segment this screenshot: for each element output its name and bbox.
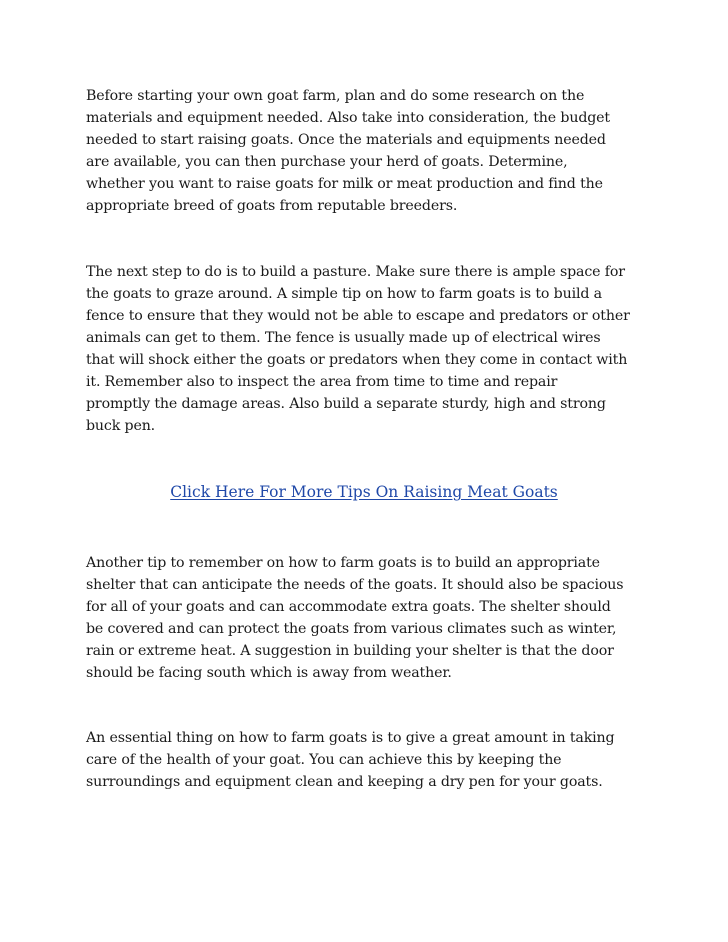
text-line: materials and equipment needed. Also take into consideration, the budget <box>86 110 610 126</box>
text-line: shelter that can anticipate the needs of the goats. It should also be spacious <box>86 577 624 593</box>
text-line: The next step to do is to build a pasture. Make sure there is ample space for <box>86 264 625 280</box>
text-line: An essential thing on how to farm goats is to give a great amount in taking <box>86 730 615 746</box>
text-line: appropriate breed of goats from reputable breeders. <box>86 198 458 214</box>
paragraph-health <box>86 727 646 793</box>
text-line: animals can get to them. The fence is usually made up of electrical wires <box>86 330 601 346</box>
text-line: the goats to graze around. A simple tip on how to farm goats is to build a <box>86 286 602 302</box>
text-line: it. Remember also to inspect the area from time to time and repair <box>86 374 558 390</box>
text-line: rain or extreme heat. A suggestion in building your shelter is that the door <box>86 643 614 659</box>
link-container <box>0 481 728 503</box>
text-line: Before starting your own goat farm, plan and do some research on the <box>86 88 585 104</box>
text-line: that will shock either the goats or predators when they come in contact with <box>86 352 628 368</box>
text-line: whether you want to raise goats for milk or meat production and find the <box>86 176 603 192</box>
more-tips-link[interactable]: Click Here For More Tips On Raising Meat Goats <box>170 483 558 501</box>
text-line: should be facing south which is away from weather. <box>86 665 452 681</box>
paragraph-planning <box>86 85 646 217</box>
paragraph-pasture <box>86 261 646 437</box>
text-line: surroundings and equipment clean and keeping a dry pen for your goats. <box>86 774 603 790</box>
text-line: Another tip to remember on how to farm goats is to build an appropriate <box>86 555 600 571</box>
text-line: be covered and can protect the goats from various climates such as winter, <box>86 621 617 637</box>
text-line: fence to ensure that they would not be able to escape and predators or other <box>86 308 630 324</box>
text-line: are available, you can then purchase your herd of goats. Determine, <box>86 154 568 170</box>
text-line: promptly the damage areas. Also build a separate sturdy, high and strong <box>86 396 606 412</box>
text-line: for all of your goats and can accommodate extra goats. The shelter should <box>86 599 611 615</box>
paragraph-shelter <box>86 552 646 684</box>
text-line: care of the health of your goat. You can achieve this by keeping the <box>86 752 562 768</box>
text-line: buck pen. <box>86 418 156 434</box>
text-line: needed to start raising goats. Once the materials and equipments needed <box>86 132 606 148</box>
